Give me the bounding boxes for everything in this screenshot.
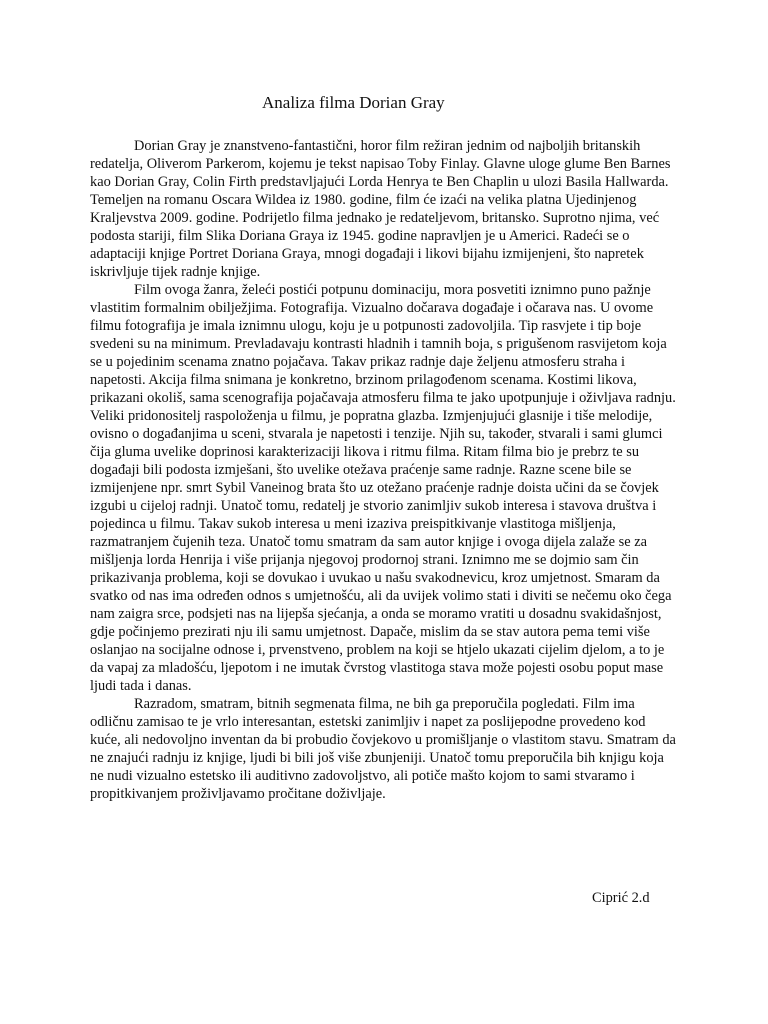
document-title: Analiza filma Dorian Gray xyxy=(262,93,445,112)
author-signature: Ciprić 2.d xyxy=(592,890,650,906)
paragraph-conclusion: Razradom, smatram, bitnih segmenata filma, ne bih ga preporučila pogledati. Film ima odličnu zamisao te je vrlo interesantan, estetski zanimljiv i napet za poslijepodne provedeno kod kuće, ali nedovoljno inventan da bi probudio čovjekovo u promišljanje o vlastitom stavu. Smatram da ne znajući radnju iz knjige, ljudi bi bili još više zbunjeniji. Unatoč tomu preporučila bih knjigu koja ne nudi vizualno estetsko ili auditivno zadovoljstvo, ali potiče mašto kojom to sami stvaramo i propitkivanjem proživljavamo pročitane doživljaje. xyxy=(90,696,676,802)
document-body xyxy=(90,137,678,803)
paragraph-intro: Dorian Gray je znanstveno-fantastični, horor film režiran jednim od najboljih britanskih redatelja, Oliverom Parkerom, kojemu je tekst napisao Toby Finlay. Glavne uloge glume Ben Barnes kao Dorian Gray, Colin Firth predstavljajući Lorda Henrya te Ben Chaplin u ulozi Basila Hallwarda. Temeljen na romanu Oscara Wildea iz 1980. godine, film će izaći na velika platna Ujedinjenog Kraljevstva 2009. godine. Podrijetlo filma jednako je redateljevom, britansko. Suprotno njima, već podosta stariji, film Slika Doriana Graya iz 1945. godine napravljen je u Americi. Radeći se o adaptaciji knjige Portret Doriana Graya, mnogi događaji i likovi bijahu izmijenjeni, što napretek iskrivljuje tijek radnje knjige. xyxy=(90,138,671,280)
paragraph-analysis: Film ovoga žanra, želeći postići potpunu dominaciju, mora posvetiti iznimno puno pažnje vlastitim formalnim obilježjima. Fotografija. Vizualno dočarava događaje i očarava nas. U ovome filmu fotografija je imala iznimnu ulogu, koju je u potpunosti zadovoljila. Tip rasvjete i tip boje svedeni su na minimum. Prevladavaju kontrasti hladnih i tamnih boja, s prigušenom rasvijetom koja se u pojedinim scenama znatno pojačava. Takav prikaz radnje daje željenu atmosferu straha i napetosti. Akcija filma snimana je konkretno, brzinom prilagođenom scenama. Kostimi likova, prikazani okoliš, sama scenografija pojačavaja atmosferu filma te jako upotpunjuje i oživljava radnju. Veliki pridonositelj raspoloženja u filmu, je popratna glazba. Izmjenjujući glasnije i tiše melodije, ovisno o događanjima u sceni, stvarala je napetosti i tenzije. Njih su, također, stvarali i sami glumci čija gluma uvelike doprinosi karakterizaciji likova i ritmu filma. Ritam filma bio je prebrz te su događaji bili podosta izmješani, što uvelike otežava praćenje same radnje. Razne scene bile se izmijenjene npr. smrt Sybil Vaneinog brata što uz otežano praćenje radnje doista učini da se čovjek izgubi u cijeloj radnji. Unatoč tomu, redatelj je stvorio zanimljiv sukob interesa i stavova društva i pojedinca u filmu. Takav sukob interesa u meni izaziva preispitkivanje vlastitoga mišljenja, razmatranjem čujenih teza. Unatoč tomu smatram da sam autor knjige i ovoga dijela zalaže se za mišljenja lorda Henrija i više prijanja njegovoj prodornoj strani. Iznimno me se dojmio sam čin prikazivanja problema, koji se dovukao i uvukao u našu svakodnevicu, kroz umjetnost. Smaram da svatko od nas ima određen odnos s umjetnošću, ali da uvijek volimo stati i diviti se nečemu oko čega nam zaigra srce, podsjeti nas na lijepša sjećanja, a onda se moramo vratiti u dosadnu svakidašnjost, gdje počinjemo prezirati nju ili samu umjetnost. Dapače, mislim da se stav autora pema temi više oslanjao na socijalne odnose i, prvenstveno, problem na koji se htjelo ukazati cijelim djelom, a to je da vapaj za mladošću, ljepotom i ne imutak čvrstog vlastitoga stava može pojesti osobu poput mase ljudi tada i danas. xyxy=(90,282,676,694)
